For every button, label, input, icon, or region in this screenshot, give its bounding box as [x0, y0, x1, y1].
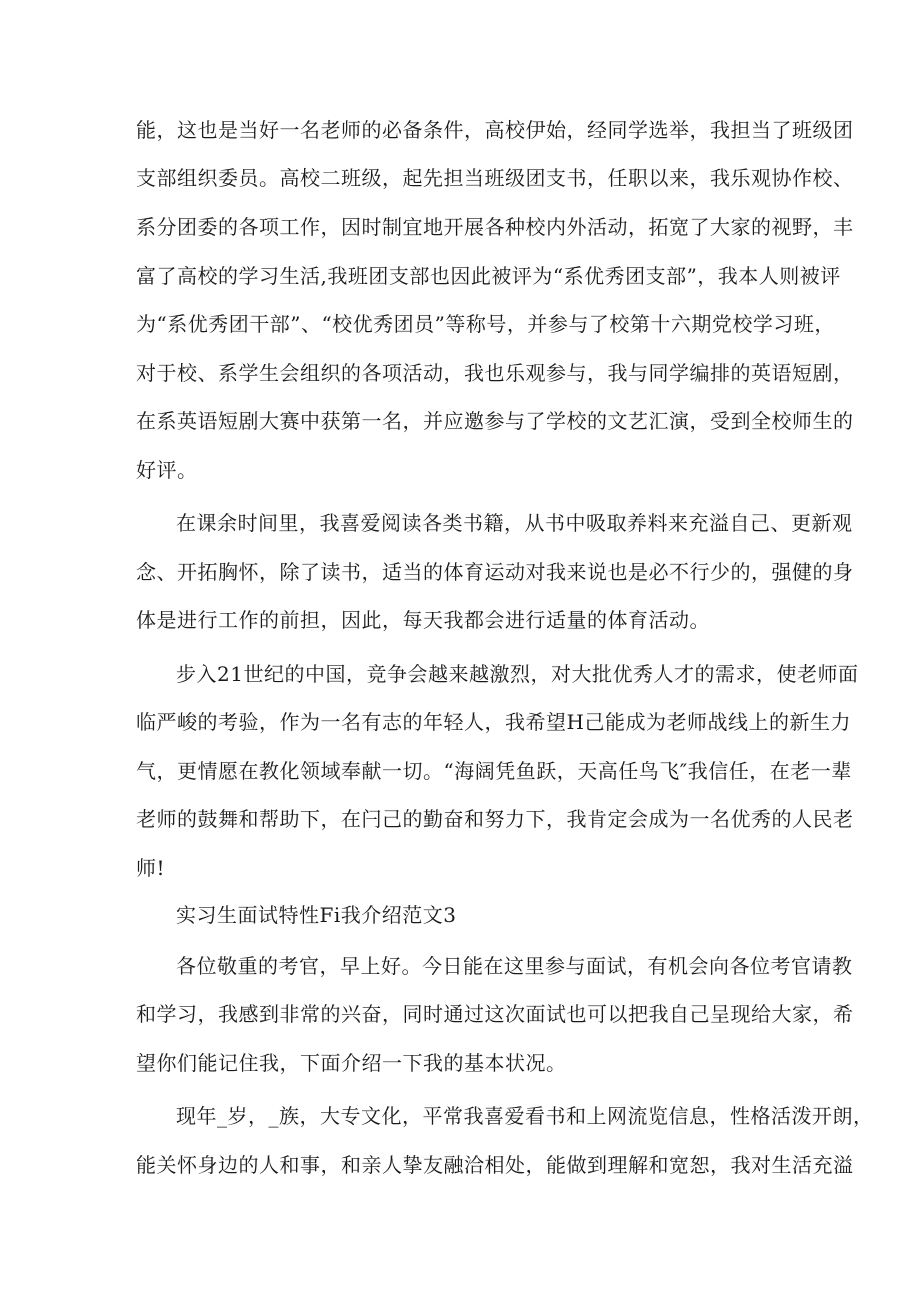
text-line: 望你们能记住我，下面介绍一下我的基本状况。 [136, 1051, 567, 1075]
text-line: 为“系优秀团干部”、“校优秀团员”等称号，并参与了校第十六期党校学习班， [136, 312, 835, 336]
text-line: 在课余时间里，我喜爱阅读各类书籍，从书中吸取养料来充溢自己、更新观 [176, 511, 853, 535]
text-line: 气，更情愿在教化领域奉献一切。“海阔凭鱼跃，天高任鸟飞″我信任，在老一辈 [136, 759, 852, 783]
text-line: 现年_岁，_族，大专文化，平常我喜爱看书和上网流览信息，性格活泼开朗， [176, 1104, 874, 1128]
text-line: 和学习，我感到非常的兴奋，同时通过这次面试也可以把我自己呈现给大家，希 [136, 1002, 854, 1026]
text-line: 能关怀身边的人和事，和亲人挚友融洽相处，能做到理解和宽恕，我对生活充溢 [136, 1153, 854, 1177]
text-line: 体是进行工作的前担，因此，每天我都会进行适量的体育活动。 [136, 608, 710, 632]
text-line: 步入21世纪的中国，竞争会越来越激烈，对大批优秀人才的需求，使老师面 [176, 662, 859, 686]
section-heading: 实习生面试特性Fi我介绍范文3 [176, 903, 457, 927]
text-line: 系分团委的各项工作，因时制宜地开展各种校内外活动，拓宽了大家的视野，丰 [136, 215, 854, 239]
text-line: 各位敬重的考官，早上好。今日能在这里参与面试，有机会向各位考官请教 [176, 954, 853, 978]
text-line: 支部组织委员。高校二班级，起先担当班级团支书，任职以来，我乐观协作校、 [136, 166, 854, 190]
text-line: 师! [136, 856, 166, 880]
text-line: 好评。 [136, 458, 198, 482]
text-line: 能，这也是当好一名老师的必备条件，高校伊始，经同学选举，我担当了班级团 [136, 118, 854, 142]
text-line: 对于校、系学生会组织的各项活动，我也乐观参与，我与同学编排的英语短剧， [136, 361, 854, 385]
text-line: 老师的鼓舞和帮助下，在闩己的勤奋和努力下，我肯定会成为一名优秀的人民老 [136, 807, 854, 831]
text-line: 临严峻的考验，作为一名有志的年轻人，我希望H己能成为老师战线上的新生力 [136, 710, 851, 734]
text-line: 富了高校的学习生活,我班团支部也因此被评为“系优秀团支部”，我本人则被评 [136, 264, 841, 288]
text-line: 念、开拓胸怀，除了读书，适当的体育运动对我来说也是必不行少的，强健的身 [136, 560, 854, 584]
text-line: 在系英语短剧大赛中获第一名，并应邀参与了学校的文艺汇演，受到全校师生的 [136, 409, 854, 433]
